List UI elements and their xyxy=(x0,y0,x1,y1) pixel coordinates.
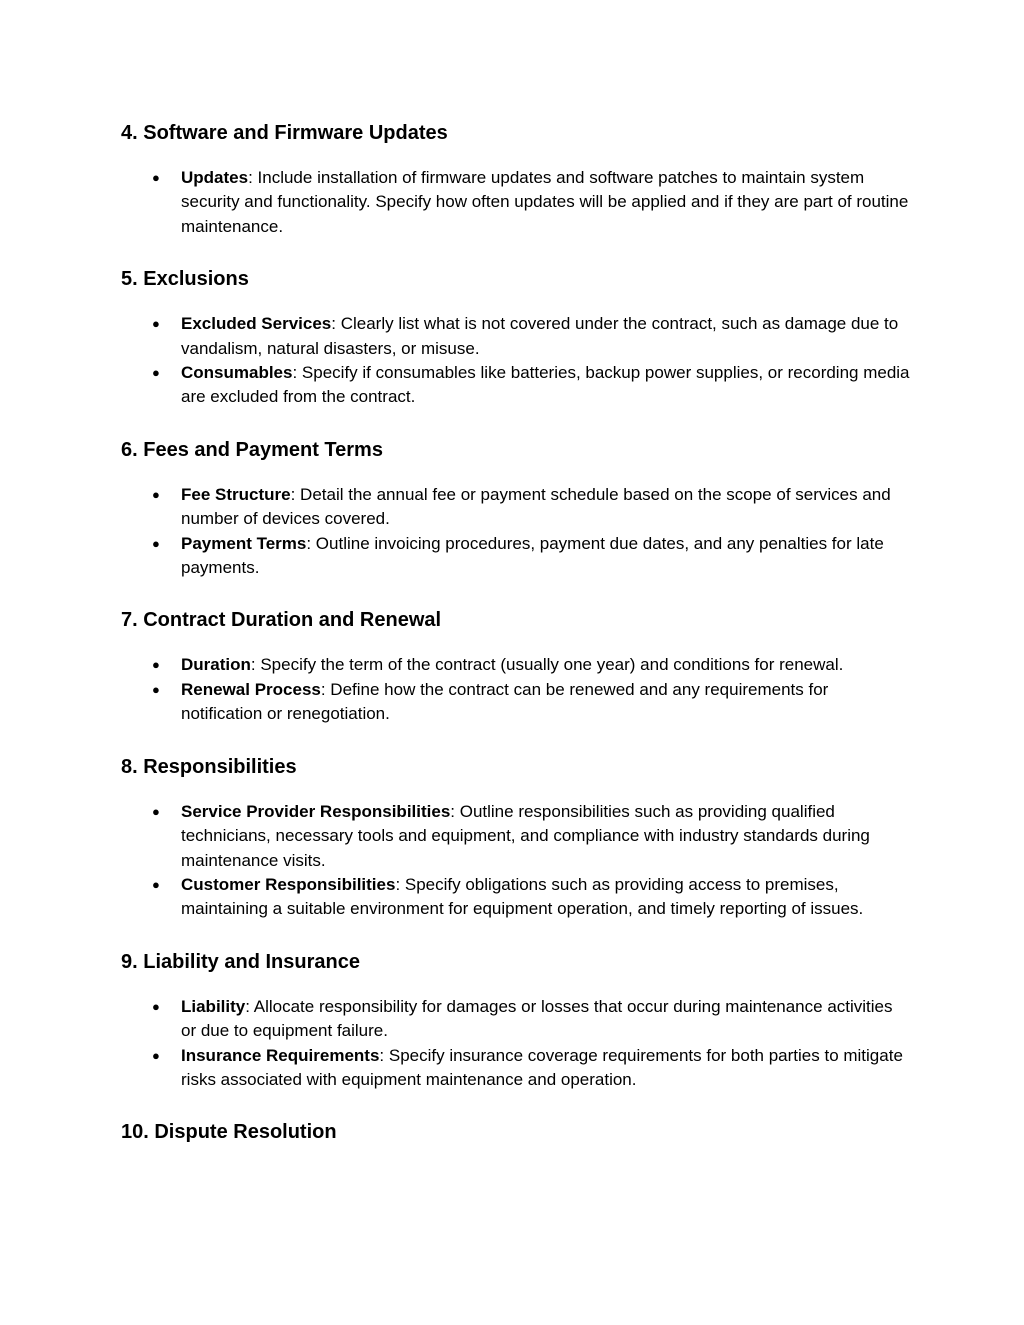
section-heading: 6. Fees and Payment Terms xyxy=(121,438,383,461)
bullet-list xyxy=(121,166,911,239)
bullet-text: : Detail the annual fee or payment schedule based on the scope of services and number of devices covered. xyxy=(181,484,891,529)
bullet-term: Payment Terms xyxy=(181,533,307,553)
bullet-text: : Specify obligations such as providing access to premises, maintaining a suitable environment for equipment operation, and timely reporting of issues. xyxy=(181,874,864,919)
list-item xyxy=(121,312,911,361)
list-item xyxy=(121,800,911,873)
section-software-firmware-updates xyxy=(121,119,911,239)
list-item xyxy=(121,166,911,239)
section-heading: 8. Responsibilities xyxy=(121,755,297,778)
list-item xyxy=(121,483,911,532)
bullet-term: Duration xyxy=(181,655,251,675)
section-fees-payment-terms xyxy=(121,436,911,581)
list-item xyxy=(121,678,911,727)
bullet-icon: ● xyxy=(152,1047,160,1063)
bullet-icon: ● xyxy=(152,876,160,892)
list-item xyxy=(121,361,911,410)
bullet-icon: ● xyxy=(152,486,160,502)
bullet-list xyxy=(121,800,911,922)
bullet-icon: ● xyxy=(152,998,160,1014)
bullet-icon: ● xyxy=(152,170,160,185)
section-heading: 10. Dispute Resolution xyxy=(121,1121,337,1144)
bullet-text: : Outline responsibilities such as providing qualified technicians, necessary tools and equipment, and compliance with industry standards during maintenance visits. xyxy=(181,801,870,870)
bullet-icon: ● xyxy=(152,803,160,819)
section-heading: 7. Contract Duration and Renewal xyxy=(121,609,442,632)
bullet-icon: ● xyxy=(152,657,160,673)
bullet-term: Excluded Services xyxy=(181,314,332,334)
bullet-icon: ● xyxy=(152,365,160,381)
bullet-text: : Specify if consumables like batteries, backup power supplies, or recording media are excluded from the contract. xyxy=(181,363,910,407)
bullet-term: Liability xyxy=(181,996,246,1016)
section-responsibilities xyxy=(121,753,911,922)
bullet-term: Updates xyxy=(181,168,249,187)
bullet-text: : Define how the contract can be renewed and any requirements for notification or renegotiation. xyxy=(181,679,829,724)
list-item xyxy=(121,532,911,581)
section-exclusions xyxy=(121,265,911,410)
bullet-icon: ● xyxy=(152,535,160,551)
bullet-list xyxy=(121,653,911,726)
bullet-text: : Include installation of firmware updates and software patches to maintain system security and functionality. Specify how often updates will be applied and if they are part of routine maintenance. xyxy=(181,168,909,236)
list-item xyxy=(121,873,911,922)
bullet-term: Consumables xyxy=(181,363,293,383)
bullet-icon: ● xyxy=(152,681,160,697)
bullet-term: Renewal Process xyxy=(181,679,321,699)
bullet-text: : Specify insurance coverage requirements for both parties to mitigate risks associated with equipment maintenance and operation. xyxy=(181,1045,903,1089)
bullet-list xyxy=(121,483,911,581)
bullet-text: : Clearly list what is not covered under the contract, such as damage due to vandalism, natural disasters, or misuse. xyxy=(181,314,899,358)
bullet-icon: ● xyxy=(152,316,160,332)
bullet-term: Fee Structure xyxy=(181,484,291,504)
section-heading: 4. Software and Firmware Updates xyxy=(121,122,448,144)
bullet-text: : Specify the term of the contract (usually one year) and conditions for renewal. xyxy=(250,655,844,675)
bullet-list xyxy=(121,995,911,1093)
bullet-term: Customer Responsibilities xyxy=(181,874,396,894)
document-content xyxy=(121,119,911,1165)
bullet-term: Insurance Requirements xyxy=(181,1045,380,1065)
bullet-list xyxy=(121,312,911,410)
section-contract-duration-renewal xyxy=(121,606,911,726)
section-liability-insurance xyxy=(121,948,911,1093)
list-item xyxy=(121,1044,911,1093)
list-item xyxy=(121,653,911,677)
section-dispute-resolution xyxy=(121,1118,911,1146)
list-item xyxy=(121,995,911,1044)
section-heading: 5. Exclusions xyxy=(121,268,249,291)
bullet-text: : Allocate responsibility for damages or losses that occur during maintenance activities or due to equipment failure. xyxy=(181,996,893,1041)
section-heading: 9. Liability and Insurance xyxy=(121,950,360,973)
bullet-term: Service Provider Responsibilities xyxy=(181,801,451,821)
bullet-text: : Outline invoicing procedures, payment due dates, and any penalties for late payments. xyxy=(181,533,884,578)
